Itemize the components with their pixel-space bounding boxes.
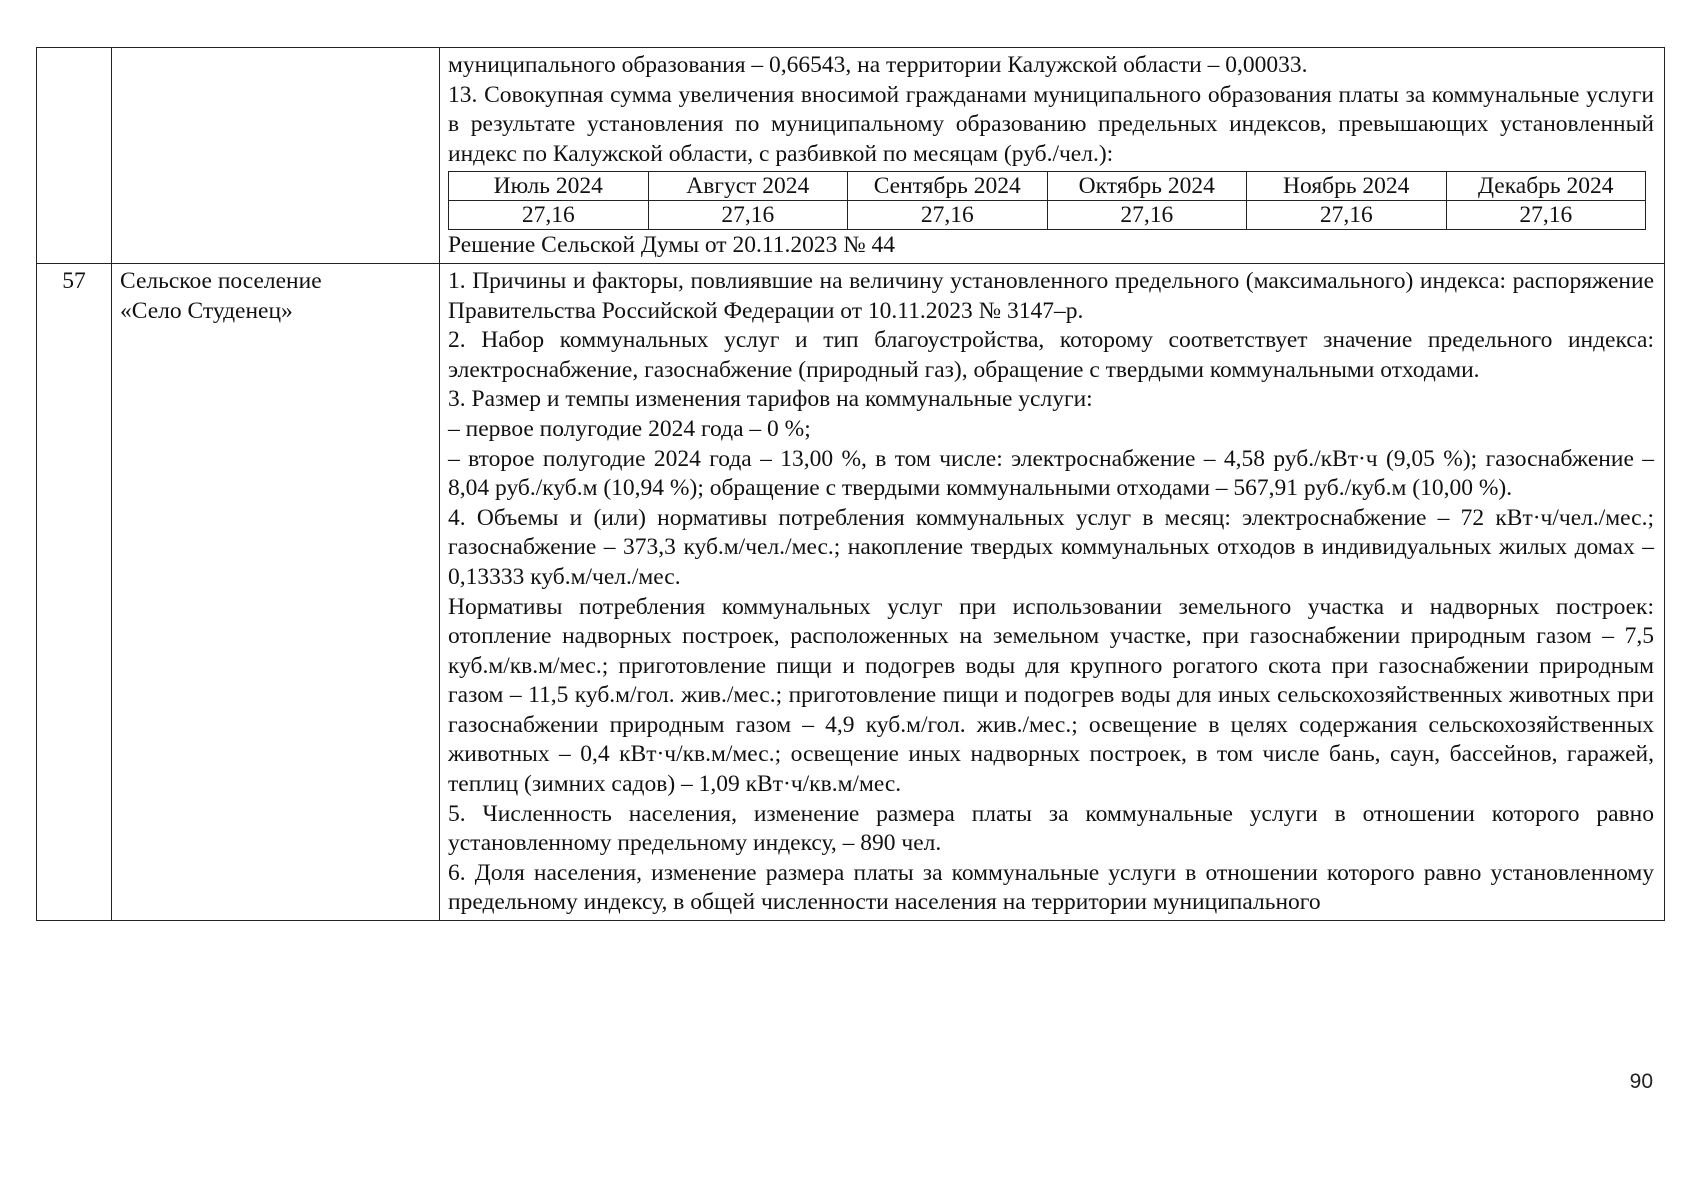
table-row-57: [37, 263, 1665, 920]
month-header: Август 2024: [648, 172, 848, 201]
table-row-previous: [37, 48, 1665, 264]
paragraph: 6. Доля населения, изменение размера платы за коммунальные услуги в отношении которого равно установленному предельному индексу, в общей численности населения на территории муниципального: [448, 859, 1654, 916]
month-header: Октябрь 2024: [1047, 172, 1247, 201]
paragraph: 13. Совокупная сумма увеличения вносимой гражданами муниципального образования платы за коммунальные услуги в результате установления по муниципальному образованию предельных индексов, превышающих установленный индекс по Калужской области, с разбивкой по месяцам (руб./чел.):: [448, 81, 1654, 167]
month-value: 27,16: [1247, 201, 1447, 230]
month-value: 27,16: [848, 201, 1048, 230]
municipality-name-cell: [112, 48, 440, 264]
month-header: Декабрь 2024: [1446, 172, 1646, 201]
months-header-row: [449, 172, 1646, 201]
paragraph: Нормативы потребления коммунальных услуг при использовании земельного участка и надворных построек: отопление надворных построек, расположенных на земельном участке, при газоснабжении природным газом – 7,5 куб.м/кв.м/мес.; приготовление пищи и подогрев воды для крупного рогатого скота при газоснабжении природным газом – 11,5 куб.м/гол. жив./мес.; приготовление пищи и подогрев воды для иных сельскохозяйственных животных при газоснабжении природным газом – 4,9 куб.м/гол. жив./мес.; освещение в целях содержания сельскохозяйственных животных – 0,4 кВт·ч/кв.м/мес.; освещение иных надворных построек, в том числе бань, саун, бассейнов, гаражей, теплиц (зимних садов) – 1,09 кВт·ч/кв.м/мес.: [448, 593, 1654, 798]
month-value: 27,16: [449, 201, 649, 230]
month-header: Сентябрь 2024: [848, 172, 1048, 201]
decision-reference: Решение Сельской Думы от 20.11.2023 № 44: [448, 232, 896, 259]
monthly-increase-table: [448, 171, 1646, 230]
paragraph: 1. Причины и факторы, повлиявшие на величину установленного предельного (максимального) индекса: распоряжение Правительства Российской Федерации от 10.11.2023 № 3147–р.: [448, 267, 1654, 324]
municipality-name: «Село Студенец»: [120, 297, 293, 324]
month-header: Ноябрь 2024: [1247, 172, 1447, 201]
paragraph: муниципального образования – 0,66543, на территории Калужской области – 0,00033.: [448, 52, 1308, 78]
paragraph: 3. Размер и темпы изменения тарифов на коммунальные услуги:: [448, 386, 1093, 413]
month-header: Июль 2024: [449, 172, 649, 201]
months-value-row: [449, 201, 1646, 230]
municipality-type: Сельское поселение: [120, 267, 322, 294]
row-content-cell: [440, 263, 1665, 920]
page-number: 90: [1629, 1070, 1653, 1093]
paragraph: 5. Численность населения, изменение размера платы за коммунальные услуги в отношении которого равно установленному предельному индексу, – 890 чел.: [448, 800, 1654, 857]
row-number-cell: 57: [37, 263, 112, 920]
paragraph: 4. Объемы и (или) нормативы потребления коммунальных услуг в месяц: электроснабжение – 72 кВт·ч/чел./мес.; газоснабжение – 373,3 куб.м/чел./мес.; накопление твердых коммунальных отходов в индивидуальных жилых домах – 0,13333 куб.м/чел./мес.: [448, 504, 1654, 590]
row-number-cell: [37, 48, 112, 264]
paragraph: – второе полугодие 2024 года – 13,00 %, в том числе: электроснабжение – 4,58 руб./кВт·ч (9,05 %); газоснабжение – 8,04 руб./куб.м (10,94 %); обращение с твердыми коммунальными отходами – 567,91 руб./куб.м (10,00 %).: [448, 445, 1654, 502]
row-content-cell: [440, 48, 1665, 264]
paragraph: – первое полугодие 2024 года – 0 %;: [448, 415, 811, 442]
month-value: 27,16: [1047, 201, 1247, 230]
month-value: 27,16: [1446, 201, 1646, 230]
month-value: 27,16: [648, 201, 848, 230]
indices-table: [36, 47, 1665, 921]
paragraph: 2. Набор коммунальных услуг и тип благоустройства, которому соответствует значение предельного индекса: электроснабжение, газоснабжение (природный газ), обращение с твердыми коммунальными отходами.: [448, 327, 1654, 383]
municipality-name-cell: [112, 263, 440, 920]
